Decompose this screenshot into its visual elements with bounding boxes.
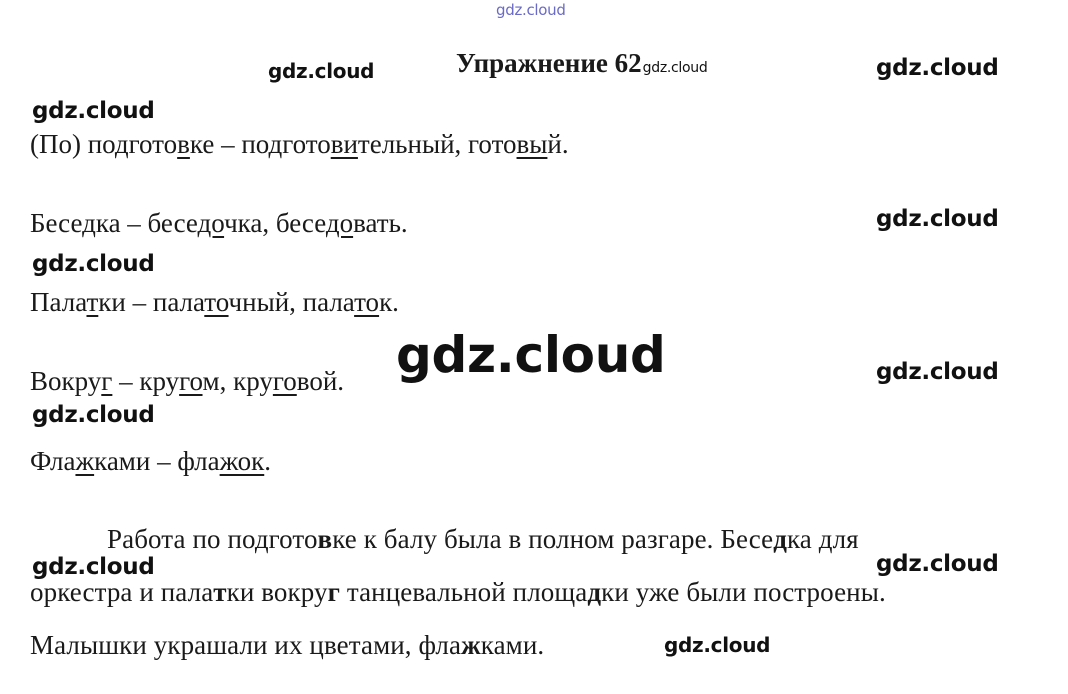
watermark: gdz.cloud (642, 60, 708, 76)
paragraph-line-3: Малышки украшали их цветами, флажками. (30, 630, 545, 660)
watermark: gdz.cloud (32, 251, 155, 277)
paragraph-line-1: Работа по подготовке к балу была в полном разгаре. Беседка для (107, 524, 859, 554)
word-line-3: Палатки – палаточный, палаток. (30, 287, 399, 317)
watermark: gdz.cloud (32, 402, 155, 428)
watermark-top: gdz.cloud (496, 1, 566, 19)
watermark: gdz.cloud (876, 206, 999, 232)
paragraph-line-2: оркестра и палатки вокруг танцевальной площадки уже были построены. (30, 577, 886, 607)
watermark: gdz.cloud (32, 554, 155, 580)
watermark: gdz.cloud (876, 55, 999, 81)
watermark: gdz.cloud (268, 59, 375, 83)
watermark: gdz.cloud (664, 633, 771, 657)
exercise-title-text: Упражнение 62 (456, 48, 642, 78)
word-line-5: Флажками – флажок. (30, 446, 271, 476)
exercise-title (456, 50, 707, 77)
word-line-4: Вокруг – кругом, круговой. (30, 366, 345, 396)
word-line-1: (По) подготовке – подготовительный, готовый. (30, 129, 569, 159)
watermark: gdz.cloud (876, 551, 999, 577)
watermark: gdz.cloud (32, 98, 155, 124)
word-line-2: Беседка – беседочка, беседовать. (30, 208, 408, 238)
watermark: gdz.cloud (876, 359, 999, 385)
watermark-large: gdz.cloud (396, 326, 666, 384)
